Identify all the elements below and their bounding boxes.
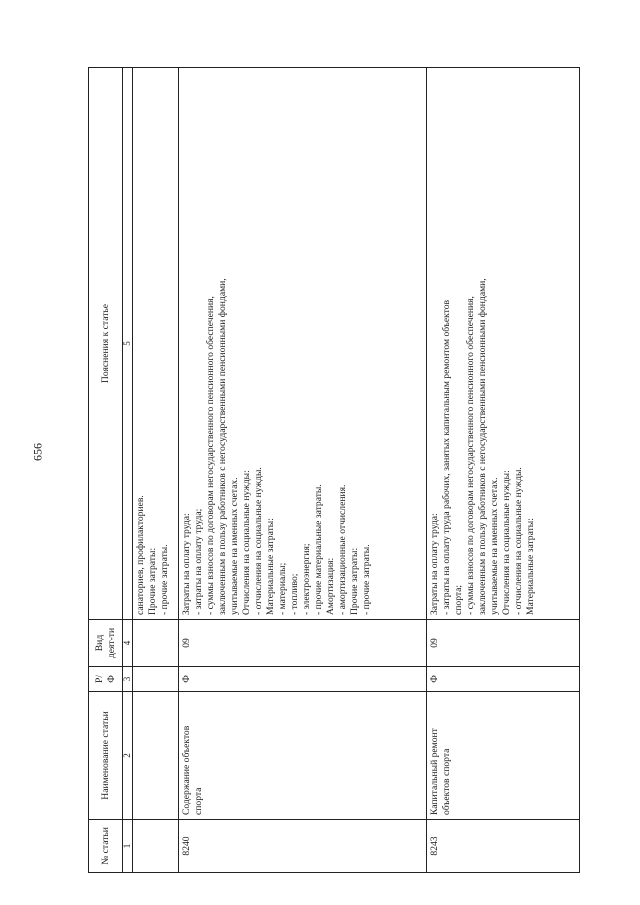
explanation-cell xyxy=(179,68,427,620)
explanation-line: - отчисления на социальные нужды. xyxy=(253,467,264,615)
table-row xyxy=(427,68,580,873)
item-name-cell xyxy=(133,692,179,820)
expense-items-table xyxy=(88,67,580,873)
column-number: 2 xyxy=(123,692,133,820)
explanation-line: Затраты на оплату труда: xyxy=(181,513,192,615)
item-number-cell xyxy=(133,820,179,873)
rotated-table-wrapper xyxy=(88,67,580,873)
plan-fact-cell xyxy=(133,667,179,692)
explanation-line: заключенным в пользу работников с негосударственными пенсионными фондами, xyxy=(217,278,228,615)
item-number-cell: 8240 xyxy=(179,820,427,873)
explanation-line: Материальные затраты: xyxy=(525,518,536,615)
explanation-line: Отчисления на социальные нужды: xyxy=(501,470,512,615)
header-item-name: Наименование статьи xyxy=(89,692,123,820)
column-number: 4 xyxy=(123,620,133,667)
explanation-line: спорта; xyxy=(453,584,464,615)
explanation-line: учитываемые на именных счетах. xyxy=(229,477,240,615)
activity-type-cell xyxy=(133,620,179,667)
column-number: 5 xyxy=(123,68,133,620)
explanation-line: санаториев, профилакториев. xyxy=(135,495,146,615)
page-number: 656 xyxy=(30,443,45,461)
table-row xyxy=(133,68,179,873)
explanation-line: Прочие затраты: xyxy=(349,547,360,615)
column-number: 3 xyxy=(123,667,133,692)
header-activity-type: Вид деят-ти xyxy=(89,620,123,667)
item-name-cell: Капитальный ремонт объектов спорта xyxy=(427,692,580,820)
header-item-number: № статьи xyxy=(89,820,123,873)
explanation-line: - затраты на оплату труда; xyxy=(193,508,204,615)
plan-fact-cell: Ф xyxy=(179,667,427,692)
explanation-line: - суммы взносов по договорам негосударственного пенсионного обеспечения, xyxy=(205,296,216,615)
explanation-line: - отчисления на социальные нужды. xyxy=(513,467,524,615)
explanation-cell xyxy=(427,68,580,620)
activity-type-cell: 09 xyxy=(179,620,427,667)
explanation-line: учитываемые на именных счетах. xyxy=(489,477,500,615)
explanation-cell xyxy=(133,68,179,620)
explanation-line: - амортизационные отчисления. xyxy=(337,484,348,615)
explanation-line: Прочие затраты: xyxy=(147,547,158,615)
explanation-line: - прочие затраты. xyxy=(159,544,170,615)
explanation-line: - топливо; xyxy=(289,573,300,615)
plan-fact-cell: Ф xyxy=(427,667,580,692)
explanation-line: - затраты на оплату труда рабочих, занятых капитальным ремонтом объектов xyxy=(441,299,452,615)
explanation-line: Затраты на оплату труда: xyxy=(429,513,440,615)
header-row xyxy=(89,68,123,873)
column-number: 1 xyxy=(123,820,133,873)
explanation-line: - прочие материальные затраты. xyxy=(313,484,324,615)
item-number-cell: 8243 xyxy=(427,820,580,873)
header-plan-fact: Р/ Ф xyxy=(89,667,123,692)
explanation-line: Амортизация: xyxy=(325,557,336,615)
explanation-line: - электроэнергия; xyxy=(301,543,312,615)
explanation-line: Отчисления на социальные нужды: xyxy=(241,470,252,615)
explanation-line: - суммы взносов по договорам негосударственного пенсионного обеспечения, xyxy=(465,296,476,615)
explanation-line: Материальные затраты: xyxy=(265,518,276,615)
explanation-line: заключенным в пользу работников с негосударственными пенсионными фондами, xyxy=(477,278,488,615)
activity-type-cell: 09 xyxy=(427,620,580,667)
explanation-line: - материалы; xyxy=(277,562,288,615)
item-name-cell: Содержание объектов спорта xyxy=(179,692,427,820)
column-number-row xyxy=(123,68,133,873)
header-explanation: Пояснения к статье xyxy=(89,68,123,620)
table-row xyxy=(179,68,427,873)
explanation-line: - прочие затраты. xyxy=(361,544,372,615)
